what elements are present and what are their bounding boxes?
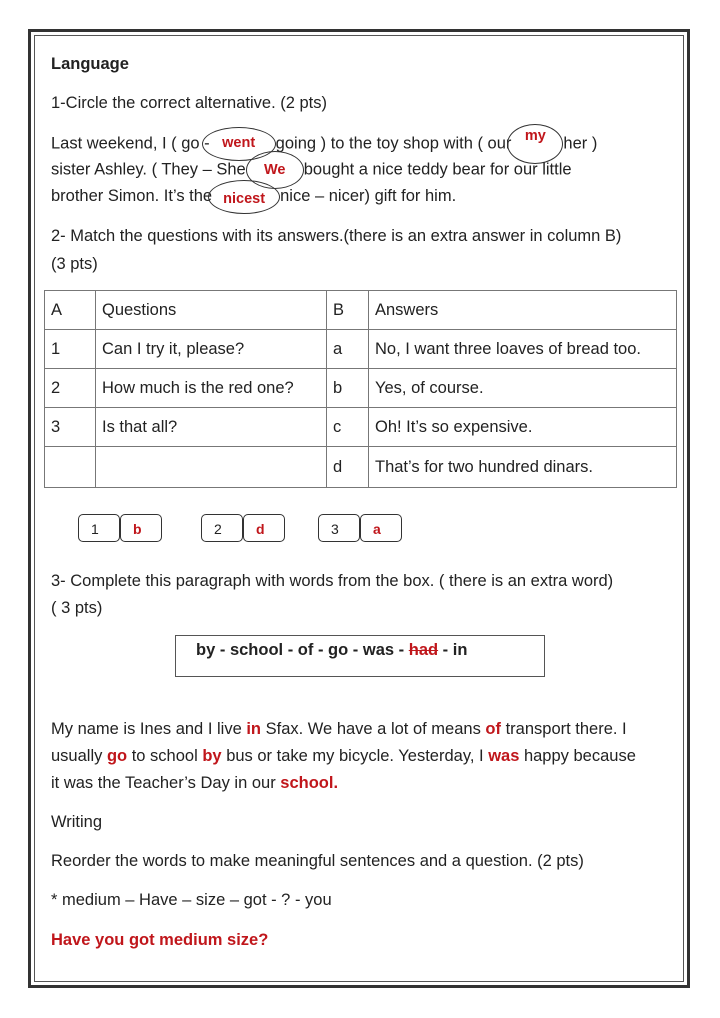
- cell: b: [327, 369, 369, 408]
- cell: c: [327, 408, 369, 447]
- cell: No, I want three loaves of bread too.: [369, 330, 677, 369]
- cell: Is that all?: [96, 408, 327, 447]
- text: transport there. I: [501, 720, 627, 738]
- filled-word: in: [246, 720, 262, 738]
- match-table: [44, 290, 677, 488]
- answer-pair: [318, 514, 402, 544]
- text: usually: [51, 747, 107, 765]
- text: sister Ashley. ( They – She: [51, 160, 246, 179]
- word: of: [297, 641, 314, 659]
- word: school: [229, 641, 284, 659]
- q2-points: (3 pts): [51, 255, 98, 273]
- text: My name is Ines and I live: [51, 720, 247, 738]
- filled-word: school.: [280, 774, 339, 792]
- text: going ) to the toy shop with ( our: [275, 134, 512, 153]
- word: in: [452, 641, 468, 659]
- header-cell: Questions: [96, 291, 327, 330]
- q1-title: 1-Circle the correct alternative. (2 pts): [51, 94, 328, 112]
- text: bought a nice teddy bear for our little: [303, 160, 572, 179]
- header-cell: Answers: [369, 291, 677, 330]
- table-row: [45, 330, 677, 369]
- writing-heading: Writing: [51, 813, 103, 831]
- word: go: [328, 641, 349, 659]
- cell: How much is the red one?: [96, 369, 327, 408]
- cell: That’s for two hundred dinars.: [369, 447, 677, 488]
- paragraph-line: [51, 719, 627, 739]
- cell: Oh! It’s so expensive.: [369, 408, 677, 447]
- text: brother Simon. It’s the: [51, 187, 213, 205]
- q3-title: 3- Complete this paragraph with words from the box. ( there is an extra word): [51, 572, 614, 590]
- text: Last weekend, I ( go -: [51, 134, 210, 153]
- cell: [45, 447, 96, 488]
- text: to school: [127, 747, 203, 765]
- answer-letter: a: [360, 514, 402, 542]
- q2-title: 2- Match the questions with its answers.(there is an extra answer in column B): [51, 227, 622, 245]
- paragraph-line: [51, 746, 636, 766]
- filled-word: go: [106, 747, 128, 765]
- paragraph-line: [51, 773, 338, 793]
- table-row: [45, 369, 677, 408]
- answer-pair: [78, 514, 162, 544]
- text: bus or take my bicycle. Yesterday, I: [221, 747, 489, 765]
- filled-word: of: [485, 720, 501, 738]
- table-row: [45, 408, 677, 447]
- cell: 3: [45, 408, 96, 447]
- word-box: by - school - of - go - was - had - in: [175, 635, 545, 677]
- table-header: [45, 291, 677, 330]
- circled-answer: my: [507, 124, 563, 164]
- writing-answer: Have you got medium size?: [51, 931, 269, 949]
- word: was: [362, 641, 395, 659]
- text: Sfax. We have a lot of means: [261, 720, 486, 738]
- text: it was the Teacher’s Day in our: [51, 774, 281, 792]
- circled-answer: We: [246, 151, 304, 189]
- text: happy because: [519, 747, 636, 765]
- filled-word: was: [488, 747, 520, 765]
- cell: a: [327, 330, 369, 369]
- text: nice – nicer) gift for him.: [280, 187, 457, 205]
- header-cell: B: [327, 291, 369, 330]
- cell: 1: [45, 330, 96, 369]
- circled-answer: nicest: [208, 180, 280, 214]
- text: her ): [563, 134, 598, 153]
- word-crossed-out: had: [408, 641, 439, 659]
- writing-instruction: Reorder the words to make meaningful sentences and a question. (2 pts): [51, 852, 584, 870]
- section-heading: Language: [51, 55, 129, 73]
- word: by: [196, 641, 216, 659]
- answer-letter: d: [243, 514, 285, 542]
- cell: d: [327, 447, 369, 488]
- cell: 2: [45, 369, 96, 408]
- header-cell: A: [45, 291, 96, 330]
- answer-pair: [201, 514, 285, 544]
- q1-line-1: [51, 128, 598, 156]
- q1-line-2: [51, 159, 572, 181]
- cell: Can I try it, please?: [96, 330, 327, 369]
- q3-points: ( 3 pts): [51, 599, 103, 617]
- answer-letter: b: [120, 514, 162, 542]
- table-row: [45, 447, 677, 488]
- answer-number: 2: [201, 514, 243, 542]
- circled-answer: went: [202, 127, 276, 161]
- writing-item: * medium – Have – size – got - ? - you: [51, 891, 332, 909]
- cell: [96, 447, 327, 488]
- cell: Yes, of course.: [369, 369, 677, 408]
- q1-line-3: [51, 186, 456, 206]
- answer-number: 3: [318, 514, 360, 542]
- filled-word: by: [202, 747, 222, 765]
- answer-number: 1: [78, 514, 120, 542]
